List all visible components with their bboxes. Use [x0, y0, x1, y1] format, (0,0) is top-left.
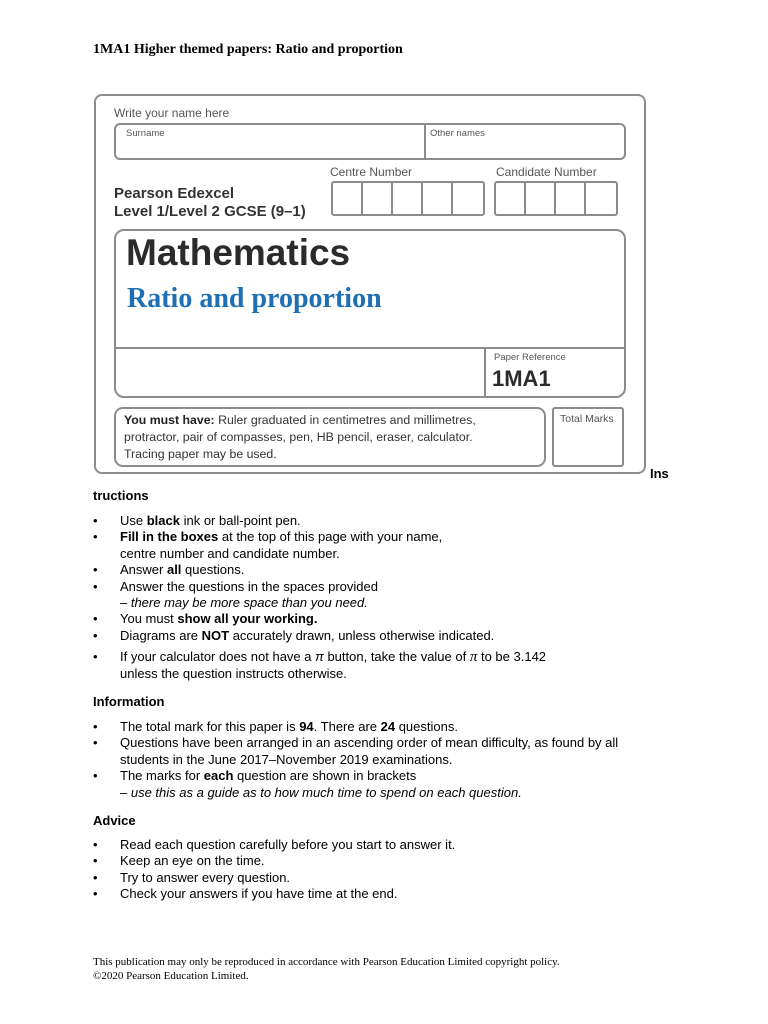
must-have-box [114, 407, 546, 467]
candidate-digit-box[interactable] [526, 183, 556, 214]
board-level: Level 1/Level 2 GCSE (9–1) [114, 203, 306, 220]
item-text: to be 3.142 [477, 649, 547, 665]
advice-title: Advice [93, 813, 136, 828]
list-item [93, 529, 693, 562]
bullet: • [93, 627, 98, 643]
name-divider [424, 125, 426, 158]
page-header: 1MA1 Higher themed papers: Ratio and proportion [93, 42, 403, 57]
write-name-label: Write your name here [114, 106, 230, 120]
bullet: • [93, 529, 98, 545]
list-item [93, 513, 693, 529]
item-text: Questions have been arranged in an ascending order of mean difficulty, as found by all [120, 735, 619, 751]
subject-title: Mathematics [126, 232, 351, 273]
item-bold: all [166, 562, 182, 578]
bullet: • [93, 649, 98, 665]
bullet: • [93, 869, 98, 885]
exam-board [114, 185, 306, 221]
item-text: question are shown in brackets [233, 768, 417, 784]
bullet: • [93, 578, 98, 594]
item-text: centre number and candidate number. [120, 545, 340, 561]
bullet: • [93, 611, 98, 627]
total-marks-box [552, 407, 624, 467]
bullet: • [93, 768, 98, 784]
item-text: questions. [181, 562, 245, 578]
other-names-field[interactable]: Other names [430, 128, 485, 139]
item-italic: – use this as a guide as to how much time to spend on each question. [120, 784, 522, 800]
centre-number-boxes[interactable] [331, 181, 485, 216]
list-item [93, 719, 693, 735]
item-bold: 24 [380, 719, 396, 734]
centre-digit-box[interactable] [423, 183, 453, 214]
item-text: unless the question instructs otherwise. [120, 665, 347, 681]
item-text: The total mark for this paper is [120, 719, 300, 734]
item-text: Use [120, 513, 147, 528]
name-box [114, 123, 626, 160]
advice-list [93, 837, 693, 903]
bullet: • [93, 735, 98, 751]
item-text: Answer the questions in the spaces provided [120, 578, 378, 594]
footer [93, 955, 560, 983]
item-text: Try to answer every question. [120, 869, 291, 885]
item-text: . There are [313, 719, 381, 734]
item-text: accurately drawn, unless otherwise indicated. [229, 627, 495, 643]
list-item [93, 611, 693, 627]
information-list [93, 719, 693, 801]
paper-reference-label: Paper Reference [494, 352, 566, 363]
instructions-title-part1: Ins [650, 466, 669, 481]
item-bold: show all your working. [177, 611, 318, 627]
list-item [93, 628, 693, 644]
item-text: Read each question carefully before you start to answer it. [120, 837, 456, 852]
item-text: Keep an eye on the time. [120, 853, 265, 869]
candidate-digit-box[interactable] [496, 183, 526, 214]
centre-digit-box[interactable] [453, 183, 483, 214]
item-bold: Fill in the boxes [120, 529, 219, 545]
item-text: You must [120, 611, 178, 627]
bullet: • [93, 837, 98, 852]
centre-number-label: Centre Number [330, 165, 413, 179]
list-item [93, 853, 693, 869]
candidate-number-label: Candidate Number [496, 165, 597, 179]
bullet: • [93, 886, 98, 902]
instructions-title-part2: tructions [93, 488, 149, 503]
centre-digit-box[interactable] [333, 183, 363, 214]
reference-divider [484, 347, 486, 396]
instructions-list [93, 513, 693, 682]
pi-symbol: π [469, 649, 478, 666]
bullet: • [93, 513, 98, 528]
item-text: ink or ball-point pen. [179, 513, 301, 528]
list-item [93, 562, 693, 578]
total-marks-label: Total Marks [560, 413, 614, 425]
item-text: The marks for [120, 768, 204, 784]
item-text: If your calculator does not have a [120, 649, 316, 665]
subject-box [114, 229, 626, 398]
information-title: Information [93, 694, 165, 709]
list-item [93, 837, 693, 853]
item-bold: black [146, 513, 180, 528]
subject-divider [116, 347, 624, 349]
bullet: • [93, 719, 98, 734]
paper-reference: 1MA1 [492, 366, 551, 391]
pi-symbol: π [315, 649, 324, 665]
item-text: Answer [120, 562, 167, 578]
must-have-label: You must have: [124, 413, 215, 427]
list-item [93, 768, 693, 801]
list-item [93, 870, 693, 886]
item-text: Check your answers if you have time at the end. [120, 886, 398, 902]
item-bold: NOT [201, 627, 230, 643]
must-have-text-3: Tracing paper may be used. [124, 447, 277, 461]
centre-digit-box[interactable] [393, 183, 423, 214]
must-have-text-2: protractor, pair of compasses, pen, HB pencil, eraser, calculator. [124, 430, 473, 444]
front-cover-box [94, 94, 646, 474]
candidate-digit-box[interactable] [586, 183, 616, 214]
item-italic: – there may be more space than you need. [120, 595, 368, 611]
bullet: • [93, 853, 98, 869]
list-item [93, 649, 693, 682]
item-text: students in the June 2017–November 2019 examinations. [120, 751, 453, 767]
bullet: • [93, 562, 98, 578]
surname-field[interactable]: Surname [126, 128, 165, 139]
paper-subtitle: Ratio and proportion [127, 283, 382, 314]
copyright-notice: ©2020 Pearson Education Limited. [93, 970, 249, 982]
board-name: Pearson Edexcel [114, 185, 235, 202]
item-text: Diagrams are [120, 627, 202, 643]
candidate-number-boxes[interactable] [494, 181, 618, 216]
list-item [93, 886, 693, 902]
candidate-digit-box[interactable] [556, 183, 586, 214]
item-text: at the top of this page with your name, [218, 529, 443, 545]
copyright-policy: This publication may only be reproduced in accordance with Pearson Education Limited copyright policy. [93, 956, 560, 968]
list-item [93, 735, 693, 768]
must-have-text-1: Ruler graduated in centimetres and millimetres, [214, 413, 476, 427]
centre-digit-box[interactable] [363, 183, 393, 214]
item-text: questions. [395, 719, 458, 734]
item-text: button, take the value of [323, 649, 470, 665]
item-bold: 94 [299, 719, 314, 734]
item-bold: each [203, 768, 234, 784]
list-item [93, 579, 693, 612]
